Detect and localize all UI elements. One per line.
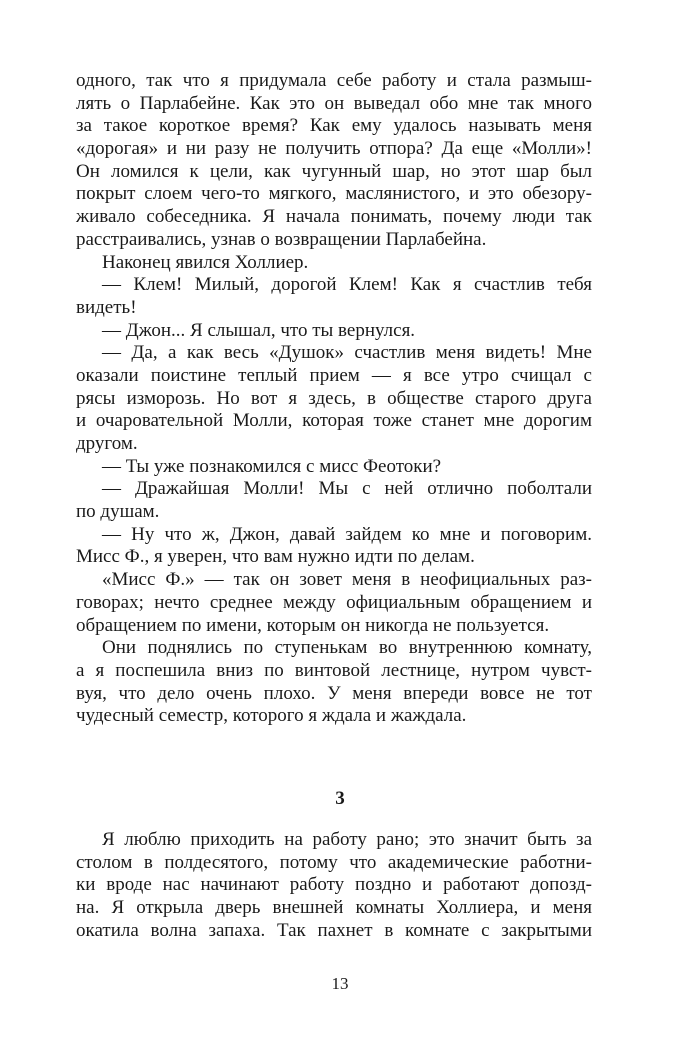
text-line: за такое короткое время? Как ему удалось называть меня: [76, 115, 592, 137]
text-line: Я люблю приходить на работу рано; это значит быть за: [102, 829, 592, 850]
text-line: столом в полдесятого, потому что академические работни-: [76, 851, 592, 873]
text-line: вуя, что дело очень плохо. У меня впереди вовсе не тот: [76, 682, 592, 704]
chapter-text: [76, 829, 592, 942]
text-line: рясы изморозь. Но вот я здесь, в обществе старого друга: [76, 387, 592, 409]
text-line: ки вроде нас начинают работу поздно и работают допозд-: [76, 874, 592, 896]
text-line: по душам.: [76, 501, 160, 523]
text-line: покрыт слоем чего-то мягкого, маслянистого, и это обезору-: [76, 183, 592, 205]
text-line: а я поспешила вниз по винтовой лестнице, нутром чувст-: [76, 659, 592, 681]
text-line: видеть!: [76, 296, 137, 318]
text-line: — Джон... Я слышал, что ты вернулся.: [102, 319, 416, 341]
text-line: «дорогая» и ни разу не получить отпора? Да еще «Молли»!: [76, 138, 592, 160]
text-line: оказали поистине теплый прием — я все утро счищал с: [76, 364, 592, 386]
text-line: обращением по имени, которым он никогда не пользуется.: [76, 614, 550, 636]
text-line: одного, так что я придумала себе работу и стала размыш-: [76, 70, 592, 91]
text-line: — Да, а как весь «Душок» счастлив меня видеть! Мне: [102, 342, 592, 364]
text-line: Наконец явился Холлиер.: [102, 251, 309, 273]
text-line: на. Я открыла дверь внешней комнаты Холлиера, и меня: [76, 897, 592, 919]
text-line: окатила волна запаха. Так пахнет в комнате с закрытыми: [76, 919, 592, 941]
text-line: расстраивались, узнав о возвращении Парлабейна.: [76, 228, 487, 250]
text-line: живало собеседника. Я начала понимать, почему люди так: [76, 206, 592, 228]
text-line: Он ломился к цели, как чугунный шар, но этот шар был: [76, 160, 592, 182]
text-line: говорах; нечто среднее между официальным обращением и: [76, 591, 592, 613]
text-line: лять о Парлабейне. Как это он выведал обо мне так много: [76, 92, 592, 114]
text-line: Они поднялись по ступенькам во внутреннюю комнату,: [102, 637, 592, 659]
main-text: [76, 70, 592, 728]
text-line: — Ты уже познакомился с мисс Феотоки?: [102, 455, 442, 477]
text-line: чудесный семестр, которого я ждала и жаждала.: [76, 705, 467, 727]
text-line: — Клем! Милый, дорогой Клем! Как я счастлив тебя: [102, 274, 592, 296]
chapter-heading: 3: [335, 788, 345, 809]
text-line: другом.: [76, 433, 138, 454]
text-line: — Дражайшая Молли! Мы с ней отлично поболтали: [102, 478, 592, 500]
text-line: «Мисс Ф.» — так он зовет меня в неофициальных раз-: [102, 569, 592, 591]
page-number: 13: [331, 974, 349, 993]
text-line: Мисс Ф., я уверен, что вам нужно идти по делам.: [76, 546, 475, 568]
text-line: — Ну что ж, Джон, давай зайдем ко мне и поговорим.: [102, 523, 592, 545]
text-line: и очаровательной Молли, которая тоже станет мне дорогим: [76, 410, 592, 432]
